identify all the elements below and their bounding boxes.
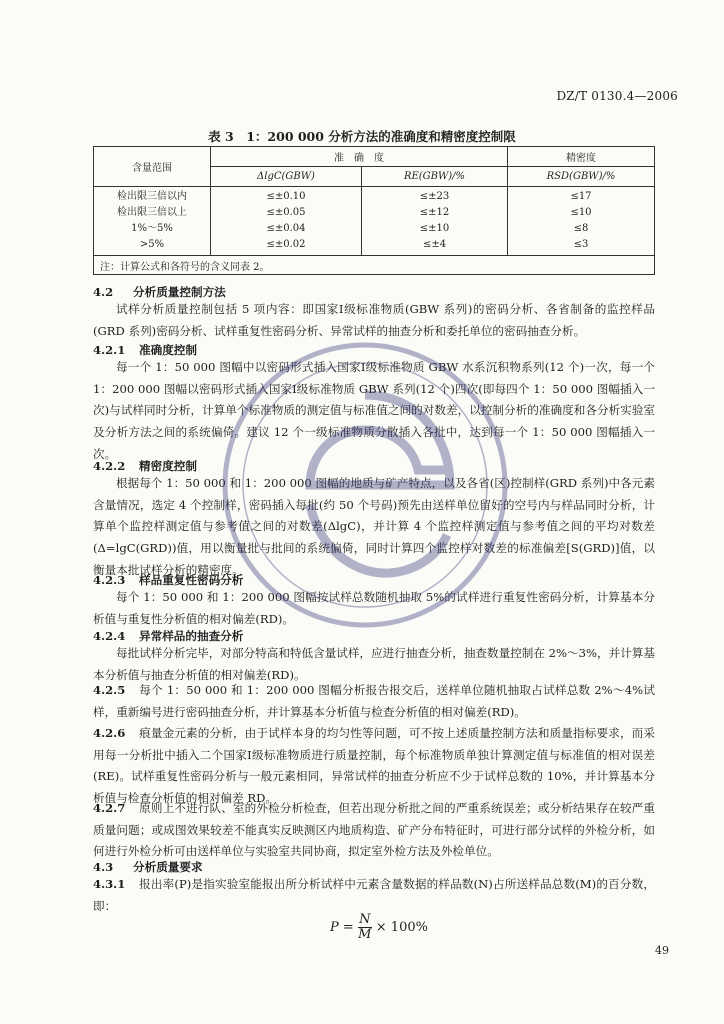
cell-rsd: ≤3 [508, 237, 655, 256]
section-number: 4.2.6 [93, 726, 126, 740]
cell-re: ≤±4 [362, 237, 508, 256]
paragraph-4-2 [93, 299, 655, 342]
cell-re: ≤±12 [362, 205, 508, 221]
cell-dlg: ≤±0.02 [211, 237, 362, 256]
paragraph-text: 原则上不进行队、室的外检分析检查，但若出现分析批之间的严重系统误差；或分析结果存在较严重质量问题；或成图效果较差不能真实反映测区内地质构造、矿产分布特征时，可进行部分试样的外检分析，如何进行外检分析可由送样单位与实验室共同协商，拟定室外检方法及外检单位。 [93, 801, 655, 859]
paragraph-text: 每批试样分析完毕，对部分特高和特低含量试样，应进行抽查分析，抽查数量控制在 2%～3%，并计算基本分析值与抽查分析值的相对偏差(RD)。 [93, 646, 656, 682]
formula-lhs: P = [330, 920, 354, 935]
paragraph-4-2-2 [93, 473, 655, 582]
cell-re: ≤±10 [362, 221, 508, 237]
cell-range: 检出限三倍以上 [94, 205, 211, 221]
cell-range: 1%～5% [94, 221, 211, 237]
standard-code: DZ/T 0130.4—2006 [556, 89, 678, 103]
section-title: 分析质量要求 [133, 860, 203, 874]
table-title: 表 3 1：200 000 分析方法的准确度和精密度控制限 [208, 129, 516, 144]
formula-numerator: N [359, 912, 371, 927]
section-number: 4.2.3 [93, 573, 126, 587]
section-heading-4-2 [93, 284, 226, 300]
header-range: 含量范围 [94, 147, 211, 187]
paragraph-4-2-7 [93, 798, 655, 863]
page-number: 49 [655, 944, 669, 957]
paragraph-text: 根据每个 1：50 000 和 1：200 000 图幅的地质与矿产特点，以及各省(区)控制样(GRD 系列)中各元素含量情况，选定 4 个控制样，密码插入每批(约 50 个号码)预先由送样单位留好的空号内与样品同时分析，计算单个监控样测定值与参考值之间的对数差(ΔlgC)，并计算 4 个监控样测定值与参考值之间的平均对数差(Δ=lgC(GRD))值，用以衡量批与批间的系统偏倚，同时计算四个监控样对数差的标准偏差[S(GRD)]值，以衡量本批试样分析的精密度。 [93, 476, 655, 577]
paragraph-text: 报出率(P)是指实验室能报出所分析试样中元素含量数据的样品数(N)占所送样品总数(M)的百分数，即： [93, 877, 655, 913]
formula-rhs: × 100% [375, 920, 428, 935]
cell-range: >5% [94, 237, 211, 256]
cell-rsd: ≤10 [508, 205, 655, 221]
section-heading-4-2-1 [93, 342, 197, 358]
cell-dlg: ≤±0.05 [211, 205, 362, 221]
paragraph-text: 痕量金元素的分析，由于试样本身的均匀性等问题，可不按上述质量控制方法和质量指标要求，而采用每一分析批中插入二个国家Ⅰ级标准物质进行质量控制，每个标准物质单独计算测定值与标准值的相对误差(RE)。试样重复性密码分析与一般元素相同，异常试样的抽查分析应不少于试样总数的 10%，并计算基本分析值与检查分析值的相对偏差 RD。 [93, 726, 655, 806]
section-number: 4.2.5 [93, 683, 126, 697]
table-note: 注：计算公式和各符号的含义同表 2。 [94, 256, 655, 275]
section-title: 准确度控制 [139, 343, 197, 357]
table-row [94, 205, 655, 221]
cell-dlg: ≤±0.10 [211, 187, 362, 206]
section-number: 4.2.1 [93, 343, 126, 357]
section-title: 样品重复性密码分析 [139, 573, 244, 587]
section-title: 精密度控制 [139, 459, 197, 473]
section-heading-4-2-4 [93, 628, 243, 644]
table-row [94, 221, 655, 237]
paragraph-4-2-3 [93, 587, 655, 630]
section-title: 异常样品的抽查分析 [139, 629, 244, 643]
section-number: 4.3.1 [93, 877, 126, 891]
section-number: 4.2.4 [93, 629, 126, 643]
subheader-dlg: ΔlgC(GBW) [211, 167, 362, 187]
paragraph-4-2-1 [93, 357, 655, 466]
cell-dlg: ≤±0.04 [211, 221, 362, 237]
subheader-rsd: RSD(GBW)/% [508, 167, 655, 187]
header-accuracy: 准 确 度 [211, 147, 508, 167]
subheader-re: RE(GBW)/% [362, 167, 508, 187]
formula-denominator: M [358, 927, 372, 942]
section-heading-4-2-2 [93, 458, 197, 474]
section-number: 4.3 [93, 860, 114, 874]
section-number: 4.2.7 [93, 801, 126, 815]
paragraph-4-2-6 [93, 723, 655, 810]
paragraph-text: 每个 1：50 000 和 1：200 000 图幅按试样总数随机抽取 5%的试样进行重复性密码分析，计算基本分析值与重复性分析值的相对偏差(RD)。 [93, 590, 655, 626]
table-row [94, 187, 655, 206]
formula-fraction [358, 913, 372, 942]
cell-rsd: ≤8 [508, 221, 655, 237]
section-number: 4.2 [93, 285, 114, 299]
section-number: 4.2.2 [93, 459, 126, 473]
section-title: 分析质量控制方法 [133, 285, 226, 299]
paragraph-text: 每个 1：50 000 和 1：200 000 图幅分析报告报交后，送样单位随机抽取占试样总数 2%～4%试样，重新编号进行密码抽查分析，并计算基本分析值与检查分析值的相对偏差(RD)。 [93, 683, 655, 719]
report-rate-formula [330, 913, 428, 942]
section-heading-4-3 [93, 859, 203, 875]
paragraph-4-2-5 [93, 680, 655, 723]
table-row [94, 237, 655, 256]
paragraph-text: 试样分析质量控制包括 5 项内容：即国家Ⅰ级标准物质(GBW 系列)的密码分析、各省制备的监控样品(GRD 系列)密码分析、试样重复性密码分析、异常试样的抽查分析和委托单位的密码抽查分析。 [93, 302, 655, 338]
paragraph-text: 每一个 1：50 000 图幅中以密码形式插入国家Ⅰ级标准物质 GBW 水系沉积物系列(12 个)一次，每一个 1：200 000 图幅以密码形式插入国家Ⅰ级标准物质 GBW 系列(12 个)四次(即每四个 1：50 000 图幅插入一次)与试样同时分析，计算单个标准物质的测定值与标准值之间的对数差，以控制分析的准确度和各分析实验室及分析方法之间的系统偏倚。建议 12 个一级标准物质分散插入各批中，达到每一个 1：50 000 图幅插入一次。 [93, 360, 655, 461]
accuracy-precision-table [93, 146, 655, 275]
cell-range: 检出限三倍以内 [94, 187, 211, 206]
paragraph-4-3-1 [93, 874, 655, 917]
cell-rsd: ≤17 [508, 187, 655, 206]
section-heading-4-2-3 [93, 572, 243, 588]
cell-re: ≤±23 [362, 187, 508, 206]
header-precision: 精密度 [508, 147, 655, 167]
